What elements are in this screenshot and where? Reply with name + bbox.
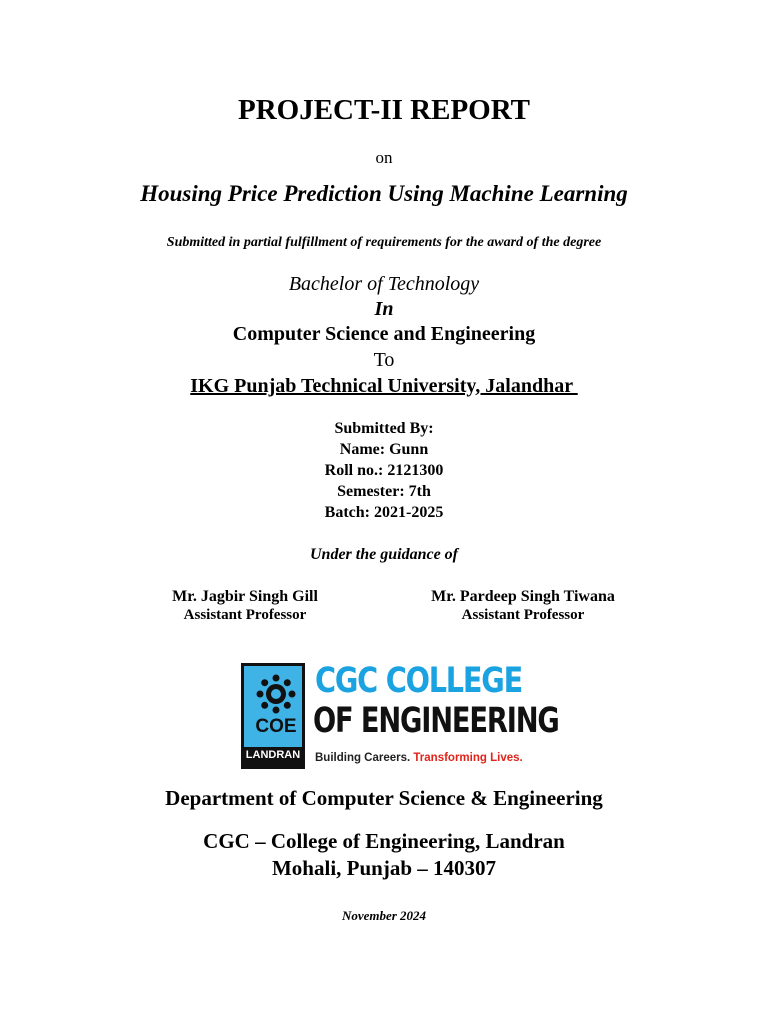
report-title: PROJECT-II REPORT: [238, 94, 530, 126]
university-line: [0, 375, 768, 398]
semester: Semester: 7th: [337, 483, 431, 500]
logo-tagline: [315, 752, 523, 764]
college-name: CGC – College of Engineering, Landran: [203, 829, 565, 853]
logo-line-2: OF ENGINEERING: [313, 701, 559, 741]
branch-name: Computer Science and Engineering: [232, 323, 536, 345]
college-address: Mohali, Punjab – 140307: [271, 856, 497, 880]
department-name: Department of Computer Science & Engineering: [165, 786, 603, 810]
batch: Batch: 2021-2025: [324, 504, 444, 521]
guidance-heading: Under the guidance of: [310, 546, 458, 563]
guide-name: Mr. Pardeep Singh Tiwana: [431, 588, 615, 605]
tagline-part-2: Transforming Lives.: [413, 752, 523, 764]
logo-badge-subtext: LANDRAN: [245, 749, 301, 761]
in-text: In: [374, 298, 394, 320]
roll-number: Roll no.: 2121300: [324, 462, 444, 479]
university-name: IKG Punjab Technical University, Jalandhar: [190, 375, 578, 397]
tagline-part-1: Building Careers.: [315, 752, 414, 764]
student-name: Name: Gunn: [339, 441, 429, 458]
logo-line-1: CGC COLLEGE: [315, 661, 522, 701]
degree-name: Bachelor of Technology: [288, 273, 480, 295]
project-title: Housing Price Prediction Using Machine Learning: [140, 181, 628, 206]
report-date: November 2024: [341, 908, 427, 923]
submission-statement: Submitted in partial fulfillment of requirements for the award of the degree: [166, 235, 602, 250]
gear-people-icon: [256, 674, 296, 714]
guide-2: [373, 587, 673, 625]
logo-badge-text: COE: [255, 716, 297, 737]
college-logo: [241, 661, 559, 769]
guide-name: Mr. Jagbir Singh Gill: [172, 588, 318, 605]
to-text: To: [373, 349, 395, 371]
logo-badge: [241, 663, 305, 769]
guide-designation: Assistant Professor: [461, 607, 585, 623]
on-text: on: [375, 148, 393, 167]
guide-designation: Assistant Professor: [183, 607, 307, 623]
submitted-by-heading: Submitted By:: [334, 420, 434, 437]
guide-1: [95, 587, 395, 625]
